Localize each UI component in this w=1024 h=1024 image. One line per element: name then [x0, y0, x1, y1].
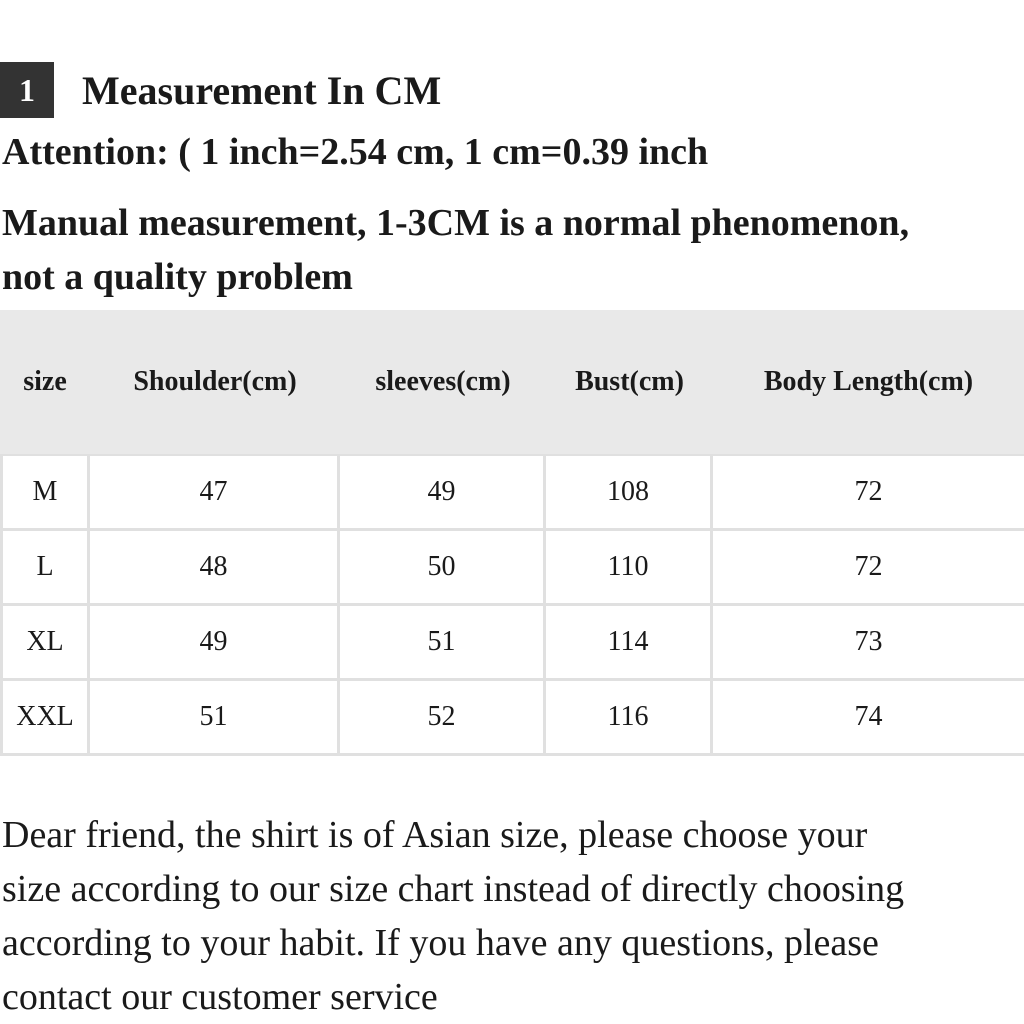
- note-line-3: according to your habit. If you have any questions, please: [2, 922, 879, 964]
- cell-bust: 110: [546, 531, 713, 603]
- header-shoulder: Shoulder(cm): [133, 366, 297, 397]
- cell-bust: 116: [546, 681, 713, 753]
- cell-size: L: [0, 531, 90, 603]
- cell-bust: 114: [546, 606, 713, 678]
- cell-size: XL: [0, 606, 90, 678]
- table-header-row: [0, 310, 1024, 456]
- table-row: [0, 606, 1024, 681]
- cell-size: M: [0, 456, 90, 528]
- cell-shoulder: 49: [90, 606, 340, 678]
- cell-shoulder: 51: [90, 681, 340, 753]
- size-table: [0, 310, 1024, 756]
- section-number-badge: 1: [0, 62, 54, 118]
- cell-shoulder: 47: [90, 456, 340, 528]
- cell-bust: 108: [546, 456, 713, 528]
- cell-size: XXL: [0, 681, 90, 753]
- section-title: Measurement In CM: [82, 67, 442, 113]
- header-size: size: [23, 366, 67, 397]
- note-line-2: size according to our size chart instead of directly choosing: [2, 868, 905, 910]
- cell-body-length: 72: [854, 551, 883, 582]
- cell-body-length: 74: [854, 701, 883, 732]
- table-row: [0, 681, 1024, 756]
- manual-note-line-2: not a quality problem: [2, 256, 353, 298]
- header-bust: Bust(cm): [575, 366, 684, 397]
- header-body-length: Body Length(cm): [763, 366, 974, 397]
- cell-sleeves: 51: [340, 606, 546, 678]
- asian-size-note: [2, 808, 1024, 1024]
- cell-sleeves: 49: [340, 456, 546, 528]
- table-row: [0, 531, 1024, 606]
- attention-text: Attention: ( 1 inch=2.54 cm, 1 cm=0.39 inch: [2, 131, 709, 173]
- cell-body-length: 73: [854, 626, 883, 657]
- header-sleeves: sleeves(cm): [375, 366, 511, 397]
- cell-sleeves: 50: [340, 531, 546, 603]
- cell-body-length: 72: [854, 476, 883, 507]
- section-heading: [0, 62, 441, 118]
- manual-note-line-1: Manual measurement, 1-3CM is a normal phenomenon,: [2, 202, 910, 244]
- cell-sleeves: 52: [340, 681, 546, 753]
- note-line-1: Dear friend, the shirt is of Asian size, please choose your: [2, 814, 868, 856]
- note-line-4: contact our customer service: [2, 976, 438, 1018]
- cell-shoulder: 48: [90, 531, 340, 603]
- manual-measurement-note: [2, 196, 1024, 304]
- table-row: [0, 456, 1024, 531]
